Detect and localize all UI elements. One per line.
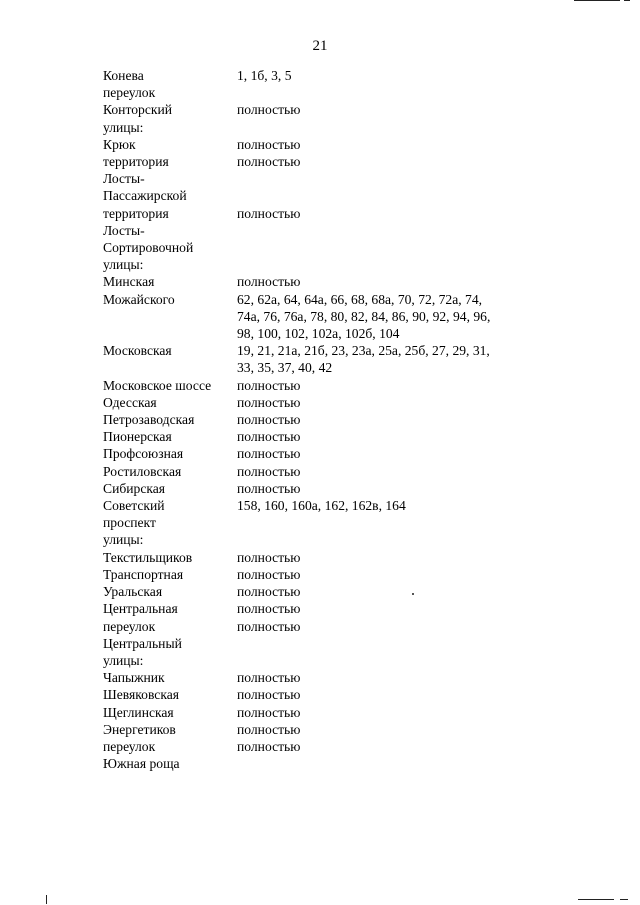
street-name	[103, 67, 237, 101]
street-name	[103, 618, 237, 670]
street-name	[103, 686, 237, 703]
street-name-line: Чапыжник	[103, 670, 165, 686]
address-row	[103, 222, 543, 274]
house-numbers-line: полностью	[237, 102, 301, 118]
street-name	[103, 583, 237, 600]
street-name	[103, 136, 237, 153]
street-name-line: Крюк	[103, 136, 136, 152]
house-numbers-line: полностью	[237, 429, 301, 445]
street-name	[103, 600, 237, 617]
street-name-line: переулок	[103, 738, 156, 754]
address-row	[103, 136, 543, 153]
address-row	[103, 497, 543, 549]
street-name-line: Центральная	[103, 601, 178, 617]
street-name-line: Сибирская	[103, 480, 166, 496]
street-name	[103, 755, 237, 772]
address-row	[103, 342, 543, 376]
street-name	[103, 704, 237, 721]
address-row	[103, 738, 543, 755]
house-numbers	[237, 669, 537, 686]
page-number: 21	[312, 38, 328, 54]
house-numbers	[237, 342, 537, 376]
house-numbers-line: 74а, 76, 76а, 78, 80, 82, 84, 86, 90, 92, 94, 96,	[237, 308, 491, 324]
street-name-line: Центральный	[103, 635, 182, 651]
house-numbers-line: полностью	[237, 618, 301, 634]
street-name	[103, 480, 237, 497]
house-numbers	[237, 549, 537, 566]
house-numbers-line: полностью	[237, 394, 301, 410]
street-name	[103, 566, 237, 583]
street-name	[103, 445, 237, 462]
address-row	[103, 583, 543, 600]
address-row	[103, 67, 543, 101]
address-row	[103, 170, 543, 222]
street-name-line: Сортировочной	[103, 240, 194, 256]
house-numbers	[237, 67, 537, 101]
scan-mark	[620, 899, 628, 900]
address-row	[103, 721, 543, 738]
address-row	[103, 377, 543, 394]
street-name-line: переулок	[103, 85, 156, 101]
house-numbers-line: полностью	[237, 377, 301, 393]
street-name	[103, 222, 237, 274]
house-numbers	[237, 463, 537, 480]
house-numbers	[237, 755, 537, 772]
house-numbers	[237, 101, 537, 135]
street-name-line: Советский	[103, 498, 165, 514]
street-name	[103, 463, 237, 480]
street-name-line: улицы:	[103, 652, 144, 668]
street-name-line: Щеглинская	[103, 704, 174, 720]
house-numbers	[237, 618, 537, 670]
address-row	[103, 445, 543, 462]
street-name	[103, 497, 237, 549]
house-numbers	[237, 704, 537, 721]
house-numbers-line: 19, 21, 21а, 21б, 23, 23а, 25а, 25б, 27, 29, 31,	[237, 343, 490, 359]
house-numbers	[237, 222, 537, 274]
house-numbers	[237, 394, 537, 411]
house-numbers-line: полностью	[237, 584, 301, 600]
address-row	[103, 600, 543, 617]
house-numbers-line: полностью	[237, 704, 301, 720]
house-numbers	[237, 721, 537, 738]
scan-speck	[412, 593, 414, 595]
street-name-line: Лосты-	[103, 222, 145, 238]
house-numbers	[237, 273, 537, 290]
street-name-line: территория	[103, 205, 169, 221]
street-name	[103, 549, 237, 566]
house-numbers	[237, 291, 537, 343]
street-name-line: Пионерская	[103, 429, 172, 445]
street-name-line: улицы:	[103, 532, 144, 548]
street-name-line: проспект	[103, 515, 156, 531]
house-numbers	[237, 153, 537, 170]
house-numbers-line: полностью	[237, 549, 301, 565]
street-name-line: Одесская	[103, 394, 157, 410]
address-row	[103, 428, 543, 445]
street-name	[103, 738, 237, 755]
street-name-line: территория	[103, 154, 169, 170]
street-name-line: улицы:	[103, 119, 144, 135]
scan-mark	[574, 0, 620, 1]
house-numbers	[237, 600, 537, 617]
street-name-line: переулок	[103, 618, 156, 634]
street-name-line: Лосты-	[103, 171, 145, 187]
address-row	[103, 463, 543, 480]
street-name-line: Южная роща	[103, 756, 180, 772]
address-row	[103, 153, 543, 170]
scan-mark	[46, 895, 47, 904]
address-row	[103, 549, 543, 566]
scan-mark	[578, 899, 614, 900]
street-name-line: Можайского	[103, 291, 175, 307]
house-numbers	[237, 738, 537, 755]
house-numbers-line: полностью	[237, 154, 301, 170]
street-name-line: Московское шоссе	[103, 377, 212, 393]
house-numbers	[237, 497, 537, 549]
house-numbers-line: полностью	[237, 566, 301, 582]
street-name	[103, 669, 237, 686]
address-row	[103, 686, 543, 703]
address-row	[103, 669, 543, 686]
street-name-line: Ростиловская	[103, 463, 182, 479]
street-name-line: Петрозаводская	[103, 412, 195, 428]
address-row	[103, 273, 543, 290]
street-name-line: Шевяковская	[103, 687, 180, 703]
street-name-line: улицы:	[103, 257, 144, 273]
house-numbers	[237, 428, 537, 445]
house-numbers-line: полностью	[237, 446, 301, 462]
house-numbers-line: полностью	[237, 670, 301, 686]
street-name-line: Транспортная	[103, 566, 184, 582]
house-numbers-line: полностью	[237, 721, 301, 737]
house-numbers-line: полностью	[237, 136, 301, 152]
house-numbers-line	[237, 170, 537, 187]
house-numbers	[237, 583, 537, 600]
house-numbers-line: полностью	[237, 412, 301, 428]
house-numbers-line: полностью	[237, 205, 301, 221]
house-numbers-line: полностью	[237, 601, 301, 617]
house-numbers	[237, 445, 537, 462]
house-numbers	[237, 136, 537, 153]
house-numbers-line: полностью	[237, 480, 301, 496]
address-row	[103, 566, 543, 583]
address-row	[103, 704, 543, 721]
house-numbers-line: 98, 100, 102, 102а, 102б, 104	[237, 326, 400, 342]
street-name-line: Энергетиков	[103, 721, 176, 737]
street-name	[103, 721, 237, 738]
address-row	[103, 480, 543, 497]
street-name	[103, 153, 237, 170]
house-numbers-line: полностью	[237, 687, 301, 703]
street-name-line: Профсоюзная	[103, 446, 184, 462]
street-name-line: Московская	[103, 343, 172, 359]
street-name-line: Минская	[103, 274, 155, 290]
address-row	[103, 394, 543, 411]
street-name	[103, 428, 237, 445]
house-numbers-line: полностью	[237, 463, 301, 479]
street-name	[103, 342, 237, 376]
street-name-line: Конева	[103, 68, 144, 83]
house-numbers-line	[237, 187, 537, 204]
street-name	[103, 411, 237, 428]
street-name	[103, 377, 237, 394]
address-table	[103, 67, 543, 772]
house-numbers	[237, 170, 537, 222]
street-name	[103, 101, 237, 135]
house-numbers	[237, 566, 537, 583]
street-name	[103, 170, 237, 222]
house-numbers-line: 33, 35, 37, 40, 42	[237, 360, 333, 376]
street-name-line: Пассажирской	[103, 188, 187, 204]
street-name	[103, 394, 237, 411]
house-numbers	[237, 411, 537, 428]
house-numbers-line: полностью	[237, 274, 301, 290]
street-name	[103, 273, 237, 290]
house-numbers	[237, 686, 537, 703]
street-name	[103, 291, 237, 343]
address-row	[103, 411, 543, 428]
street-name-line: Уральская	[103, 584, 163, 600]
street-name-line: Текстильщиков	[103, 549, 193, 565]
address-row	[103, 755, 543, 772]
house-numbers-line: 1, 1б, 3, 5	[237, 68, 292, 83]
house-numbers	[237, 480, 537, 497]
house-numbers-line: полностью	[237, 738, 301, 754]
house-numbers-line: 62, 62а, 64, 64а, 66, 68, 68а, 70, 72, 72а, 74,	[237, 291, 483, 307]
house-numbers-line: 158, 160, 160а, 162, 162в, 164	[237, 498, 406, 514]
address-row	[103, 618, 543, 670]
scan-mark	[624, 0, 630, 1]
street-name-line: Конторский	[103, 102, 173, 118]
address-row	[103, 101, 543, 135]
address-row	[103, 291, 543, 343]
house-numbers	[237, 377, 537, 394]
